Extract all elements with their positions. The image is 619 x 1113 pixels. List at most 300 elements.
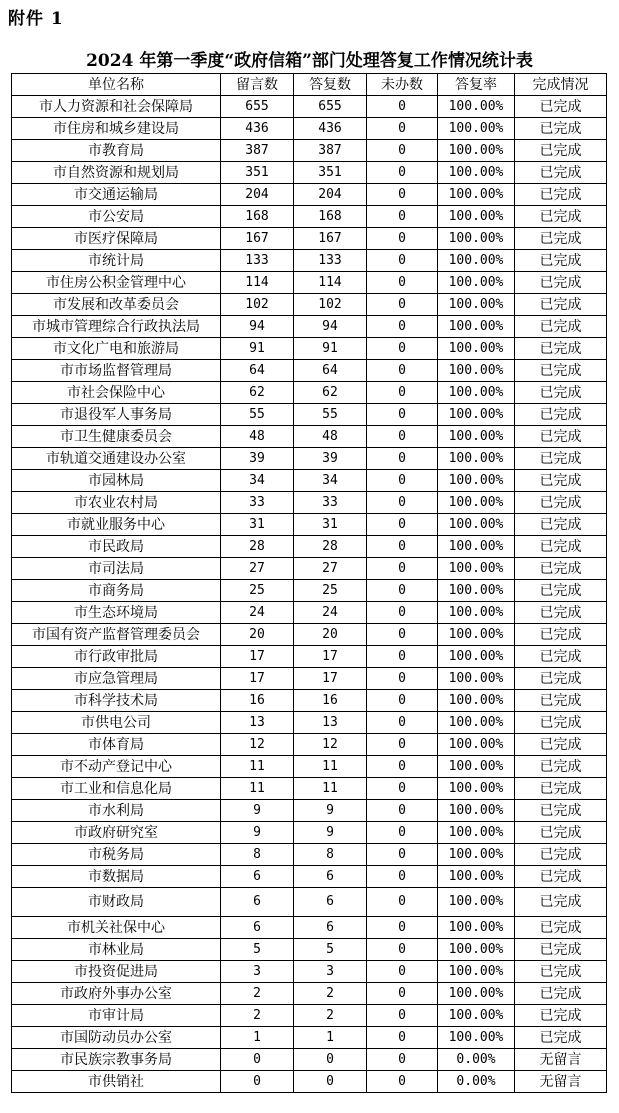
table-row — [12, 228, 607, 250]
messages-cell: 102 — [221, 294, 294, 316]
messages-cell: 39 — [221, 448, 294, 470]
completion-cell: 已完成 — [515, 939, 607, 961]
unit-name-cell: 市应急管理局 — [12, 668, 221, 690]
completion-cell: 已完成 — [515, 514, 607, 536]
pending-cell: 0 — [367, 536, 438, 558]
pending-cell: 0 — [367, 822, 438, 844]
replies-cell: 6 — [294, 866, 367, 888]
attachment-label: 附件 1 — [8, 9, 64, 29]
table-row — [12, 844, 607, 866]
replies-cell: 114 — [294, 272, 367, 294]
header-reply-rate: 答复率 — [438, 74, 515, 96]
pending-cell: 0 — [367, 250, 438, 272]
pending-cell: 0 — [367, 756, 438, 778]
pending-cell: 0 — [367, 360, 438, 382]
table-title: 2024 年第一季度“政府信箱”部门处理答复工作情况统计表 — [86, 51, 533, 71]
header-messages: 留言数 — [221, 74, 294, 96]
pending-cell: 0 — [367, 844, 438, 866]
unit-name-cell: 市财政局 — [12, 888, 221, 917]
reply-rate-cell: 100.00% — [438, 888, 515, 917]
completion-cell: 已完成 — [515, 822, 607, 844]
replies-cell: 64 — [294, 360, 367, 382]
completion-cell: 已完成 — [515, 866, 607, 888]
unit-name-cell: 市不动产登记中心 — [12, 756, 221, 778]
messages-cell: 8 — [221, 844, 294, 866]
table-row — [12, 316, 607, 338]
pending-cell: 0 — [367, 1005, 438, 1027]
unit-name-cell: 市供销社 — [12, 1071, 221, 1093]
messages-cell: 351 — [221, 162, 294, 184]
table-row — [12, 1049, 607, 1071]
reply-rate-cell: 100.00% — [438, 756, 515, 778]
table-row — [12, 668, 607, 690]
reply-rate-cell: 100.00% — [438, 624, 515, 646]
messages-cell: 25 — [221, 580, 294, 602]
pending-cell: 0 — [367, 470, 438, 492]
pending-cell: 0 — [367, 602, 438, 624]
pending-cell: 0 — [367, 228, 438, 250]
reply-rate-cell: 100.00% — [438, 1005, 515, 1027]
completion-cell: 已完成 — [515, 712, 607, 734]
table-row — [12, 118, 607, 140]
replies-cell: 436 — [294, 118, 367, 140]
completion-cell: 已完成 — [515, 983, 607, 1005]
unit-name-cell: 市审计局 — [12, 1005, 221, 1027]
reply-rate-cell: 100.00% — [438, 514, 515, 536]
messages-cell: 20 — [221, 624, 294, 646]
unit-name-cell: 市政府外事办公室 — [12, 983, 221, 1005]
messages-cell: 0 — [221, 1071, 294, 1093]
unit-name-cell: 市人力资源和社会保障局 — [12, 96, 221, 118]
table-row — [12, 514, 607, 536]
messages-cell: 5 — [221, 939, 294, 961]
reply-rate-cell: 100.00% — [438, 668, 515, 690]
replies-cell: 6 — [294, 917, 367, 939]
completion-cell: 已完成 — [515, 558, 607, 580]
pending-cell: 0 — [367, 961, 438, 983]
replies-cell: 33 — [294, 492, 367, 514]
table-row — [12, 712, 607, 734]
reply-rate-cell: 100.00% — [438, 492, 515, 514]
pending-cell: 0 — [367, 492, 438, 514]
messages-cell: 114 — [221, 272, 294, 294]
unit-name-cell: 市司法局 — [12, 558, 221, 580]
completion-cell: 已完成 — [515, 382, 607, 404]
replies-cell: 9 — [294, 822, 367, 844]
completion-cell: 已完成 — [515, 888, 607, 917]
replies-cell: 12 — [294, 734, 367, 756]
replies-cell: 133 — [294, 250, 367, 272]
replies-cell: 11 — [294, 778, 367, 800]
table-row — [12, 140, 607, 162]
completion-cell: 已完成 — [515, 228, 607, 250]
replies-cell: 28 — [294, 536, 367, 558]
table-row — [12, 939, 607, 961]
messages-cell: 6 — [221, 888, 294, 917]
replies-cell: 91 — [294, 338, 367, 360]
replies-cell: 62 — [294, 382, 367, 404]
table-row — [12, 206, 607, 228]
messages-cell: 9 — [221, 822, 294, 844]
completion-cell: 已完成 — [515, 917, 607, 939]
replies-cell: 655 — [294, 96, 367, 118]
reply-rate-cell: 100.00% — [438, 162, 515, 184]
messages-cell: 48 — [221, 426, 294, 448]
reply-rate-cell: 100.00% — [438, 800, 515, 822]
completion-cell: 已完成 — [515, 96, 607, 118]
replies-cell: 17 — [294, 668, 367, 690]
table-row — [12, 1071, 607, 1093]
pending-cell: 0 — [367, 1049, 438, 1071]
replies-cell: 9 — [294, 800, 367, 822]
replies-cell: 351 — [294, 162, 367, 184]
table-row — [12, 448, 607, 470]
replies-cell: 11 — [294, 756, 367, 778]
header-completion: 完成情况 — [515, 74, 607, 96]
reply-rate-cell: 100.00% — [438, 917, 515, 939]
reply-rate-cell: 100.00% — [438, 536, 515, 558]
unit-name-cell: 市住房公积金管理中心 — [12, 272, 221, 294]
messages-cell: 3 — [221, 961, 294, 983]
unit-name-cell: 市投资促进局 — [12, 961, 221, 983]
messages-cell: 28 — [221, 536, 294, 558]
reply-rate-cell: 100.00% — [438, 822, 515, 844]
messages-cell: 1 — [221, 1027, 294, 1049]
reply-rate-cell: 100.00% — [438, 426, 515, 448]
unit-name-cell: 市科学技术局 — [12, 690, 221, 712]
reply-rate-cell: 100.00% — [438, 272, 515, 294]
unit-name-cell: 市林业局 — [12, 939, 221, 961]
messages-cell: 17 — [221, 646, 294, 668]
completion-cell: 已完成 — [515, 580, 607, 602]
reply-rate-cell: 0.00% — [438, 1071, 515, 1093]
reply-rate-cell: 100.00% — [438, 206, 515, 228]
reply-rate-cell: 100.00% — [438, 580, 515, 602]
table-row — [12, 382, 607, 404]
table-row — [12, 756, 607, 778]
pending-cell: 0 — [367, 668, 438, 690]
table-row — [12, 734, 607, 756]
replies-cell: 31 — [294, 514, 367, 536]
reply-rate-cell: 100.00% — [438, 228, 515, 250]
unit-name-cell: 市住房和城乡建设局 — [12, 118, 221, 140]
completion-cell: 已完成 — [515, 602, 607, 624]
completion-cell: 已完成 — [515, 162, 607, 184]
unit-name-cell: 市医疗保障局 — [12, 228, 221, 250]
table-row — [12, 250, 607, 272]
unit-name-cell: 市园林局 — [12, 470, 221, 492]
reply-rate-cell: 100.00% — [438, 316, 515, 338]
table-row — [12, 470, 607, 492]
completion-cell: 已完成 — [515, 448, 607, 470]
unit-name-cell: 市市场监督管理局 — [12, 360, 221, 382]
table-row — [12, 866, 607, 888]
completion-cell: 已完成 — [515, 778, 607, 800]
completion-cell: 无留言 — [515, 1071, 607, 1093]
table-row — [12, 646, 607, 668]
pending-cell: 0 — [367, 272, 438, 294]
table-row — [12, 917, 607, 939]
table-row — [12, 602, 607, 624]
pending-cell: 0 — [367, 939, 438, 961]
pending-cell: 0 — [367, 800, 438, 822]
completion-cell: 已完成 — [515, 250, 607, 272]
messages-cell: 33 — [221, 492, 294, 514]
replies-cell: 168 — [294, 206, 367, 228]
messages-cell: 94 — [221, 316, 294, 338]
unit-name-cell: 市退役军人事务局 — [12, 404, 221, 426]
reply-rate-cell: 100.00% — [438, 250, 515, 272]
completion-cell: 已完成 — [515, 206, 607, 228]
messages-cell: 133 — [221, 250, 294, 272]
unit-name-cell: 市税务局 — [12, 844, 221, 866]
completion-cell: 已完成 — [515, 756, 607, 778]
reply-rate-cell: 100.00% — [438, 360, 515, 382]
reply-rate-cell: 100.00% — [438, 712, 515, 734]
unit-name-cell: 市民政局 — [12, 536, 221, 558]
replies-cell: 55 — [294, 404, 367, 426]
replies-cell: 3 — [294, 961, 367, 983]
table-body — [12, 96, 607, 1093]
pending-cell: 0 — [367, 294, 438, 316]
messages-cell: 2 — [221, 1005, 294, 1027]
table-row — [12, 1027, 607, 1049]
completion-cell: 已完成 — [515, 961, 607, 983]
completion-cell: 已完成 — [515, 492, 607, 514]
reply-rate-cell: 100.00% — [438, 404, 515, 426]
reply-rate-cell: 100.00% — [438, 118, 515, 140]
unit-name-cell: 市农业农村局 — [12, 492, 221, 514]
unit-name-cell: 市自然资源和规划局 — [12, 162, 221, 184]
unit-name-cell: 市公安局 — [12, 206, 221, 228]
messages-cell: 12 — [221, 734, 294, 756]
table-row — [12, 888, 607, 917]
messages-cell: 387 — [221, 140, 294, 162]
messages-cell: 6 — [221, 917, 294, 939]
replies-cell: 204 — [294, 184, 367, 206]
messages-cell: 11 — [221, 778, 294, 800]
unit-name-cell: 市商务局 — [12, 580, 221, 602]
table-row — [12, 1005, 607, 1027]
table-row — [12, 822, 607, 844]
table-row — [12, 338, 607, 360]
replies-cell: 102 — [294, 294, 367, 316]
replies-cell: 39 — [294, 448, 367, 470]
messages-cell: 55 — [221, 404, 294, 426]
replies-cell: 16 — [294, 690, 367, 712]
pending-cell: 0 — [367, 338, 438, 360]
pending-cell: 0 — [367, 580, 438, 602]
pending-cell: 0 — [367, 1027, 438, 1049]
pending-cell: 0 — [367, 690, 438, 712]
completion-cell: 无留言 — [515, 1049, 607, 1071]
unit-name-cell: 市工业和信息化局 — [12, 778, 221, 800]
completion-cell: 已完成 — [515, 690, 607, 712]
pending-cell: 0 — [367, 624, 438, 646]
completion-cell: 已完成 — [515, 404, 607, 426]
messages-cell: 17 — [221, 668, 294, 690]
reply-rate-cell: 100.00% — [438, 470, 515, 492]
completion-cell: 已完成 — [515, 734, 607, 756]
replies-cell: 387 — [294, 140, 367, 162]
replies-cell: 24 — [294, 602, 367, 624]
completion-cell: 已完成 — [515, 470, 607, 492]
completion-cell: 已完成 — [515, 646, 607, 668]
reply-rate-cell: 100.00% — [438, 844, 515, 866]
table-row — [12, 184, 607, 206]
completion-cell: 已完成 — [515, 624, 607, 646]
messages-cell: 168 — [221, 206, 294, 228]
pending-cell: 0 — [367, 316, 438, 338]
messages-cell: 436 — [221, 118, 294, 140]
replies-cell: 2 — [294, 983, 367, 1005]
completion-cell: 已完成 — [515, 1027, 607, 1049]
messages-cell: 64 — [221, 360, 294, 382]
pending-cell: 0 — [367, 184, 438, 206]
table-row — [12, 294, 607, 316]
pending-cell: 0 — [367, 140, 438, 162]
table-row — [12, 360, 607, 382]
reply-rate-cell: 100.00% — [438, 338, 515, 360]
unit-name-cell: 市供电公司 — [12, 712, 221, 734]
reply-rate-cell: 100.00% — [438, 983, 515, 1005]
completion-cell: 已完成 — [515, 316, 607, 338]
pending-cell: 0 — [367, 96, 438, 118]
unit-name-cell: 市生态环境局 — [12, 602, 221, 624]
unit-name-cell: 市国有资产监督管理委员会 — [12, 624, 221, 646]
completion-cell: 已完成 — [515, 338, 607, 360]
reply-rate-cell: 100.00% — [438, 939, 515, 961]
replies-cell: 34 — [294, 470, 367, 492]
replies-cell: 5 — [294, 939, 367, 961]
messages-cell: 9 — [221, 800, 294, 822]
reply-rate-cell: 100.00% — [438, 778, 515, 800]
replies-cell: 2 — [294, 1005, 367, 1027]
table-row — [12, 536, 607, 558]
replies-cell: 8 — [294, 844, 367, 866]
messages-cell: 0 — [221, 1049, 294, 1071]
reply-rate-cell: 100.00% — [438, 382, 515, 404]
pending-cell: 0 — [367, 888, 438, 917]
unit-name-cell: 市教育局 — [12, 140, 221, 162]
completion-cell: 已完成 — [515, 140, 607, 162]
table-row — [12, 983, 607, 1005]
replies-cell: 6 — [294, 888, 367, 917]
pending-cell: 0 — [367, 382, 438, 404]
header-row — [12, 74, 607, 96]
table-row — [12, 800, 607, 822]
table-row — [12, 162, 607, 184]
reply-rate-cell: 100.00% — [438, 96, 515, 118]
messages-cell: 6 — [221, 866, 294, 888]
messages-cell: 27 — [221, 558, 294, 580]
reply-rate-cell: 0.00% — [438, 1049, 515, 1071]
reply-rate-cell: 100.00% — [438, 866, 515, 888]
reply-rate-cell: 100.00% — [438, 734, 515, 756]
messages-cell: 2 — [221, 983, 294, 1005]
replies-cell: 48 — [294, 426, 367, 448]
unit-name-cell: 市政府研究室 — [12, 822, 221, 844]
replies-cell: 0 — [294, 1071, 367, 1093]
unit-name-cell: 市水利局 — [12, 800, 221, 822]
replies-cell: 0 — [294, 1049, 367, 1071]
pending-cell: 0 — [367, 558, 438, 580]
unit-name-cell: 市社会保险中心 — [12, 382, 221, 404]
completion-cell: 已完成 — [515, 668, 607, 690]
messages-cell: 24 — [221, 602, 294, 624]
unit-name-cell: 市民族宗教事务局 — [12, 1049, 221, 1071]
unit-name-cell: 市卫生健康委员会 — [12, 426, 221, 448]
table-row — [12, 580, 607, 602]
reply-rate-cell: 100.00% — [438, 448, 515, 470]
messages-cell: 31 — [221, 514, 294, 536]
table-row — [12, 272, 607, 294]
pending-cell: 0 — [367, 917, 438, 939]
unit-name-cell: 市行政审批局 — [12, 646, 221, 668]
pending-cell: 0 — [367, 206, 438, 228]
header-unit-name: 单位名称 — [12, 74, 221, 96]
reply-rate-cell: 100.00% — [438, 1027, 515, 1049]
table-row — [12, 624, 607, 646]
reply-rate-cell: 100.00% — [438, 184, 515, 206]
pending-cell: 0 — [367, 866, 438, 888]
messages-cell: 655 — [221, 96, 294, 118]
table-row — [12, 404, 607, 426]
header-pending: 未办数 — [367, 74, 438, 96]
pending-cell: 0 — [367, 734, 438, 756]
reply-rate-cell: 100.00% — [438, 140, 515, 162]
table-row — [12, 492, 607, 514]
unit-name-cell: 市就业服务中心 — [12, 514, 221, 536]
unit-name-cell: 市发展和改革委员会 — [12, 294, 221, 316]
unit-name-cell: 市轨道交通建设办公室 — [12, 448, 221, 470]
unit-name-cell: 市机关社保中心 — [12, 917, 221, 939]
completion-cell: 已完成 — [515, 1005, 607, 1027]
replies-cell: 20 — [294, 624, 367, 646]
unit-name-cell: 市体育局 — [12, 734, 221, 756]
replies-cell: 17 — [294, 646, 367, 668]
messages-cell: 34 — [221, 470, 294, 492]
messages-cell: 167 — [221, 228, 294, 250]
table-row — [12, 690, 607, 712]
replies-cell: 13 — [294, 712, 367, 734]
messages-cell: 11 — [221, 756, 294, 778]
completion-cell: 已完成 — [515, 800, 607, 822]
unit-name-cell: 市文化广电和旅游局 — [12, 338, 221, 360]
replies-cell: 27 — [294, 558, 367, 580]
table-row — [12, 778, 607, 800]
unit-name-cell: 市国防动员办公室 — [12, 1027, 221, 1049]
table-row — [12, 558, 607, 580]
table-row — [12, 96, 607, 118]
completion-cell: 已完成 — [515, 272, 607, 294]
completion-cell: 已完成 — [515, 294, 607, 316]
statistics-table — [11, 73, 607, 1093]
completion-cell: 已完成 — [515, 360, 607, 382]
unit-name-cell: 市城市管理综合行政执法局 — [12, 316, 221, 338]
reply-rate-cell: 100.00% — [438, 646, 515, 668]
replies-cell: 25 — [294, 580, 367, 602]
unit-name-cell: 市交通运输局 — [12, 184, 221, 206]
table-row — [12, 426, 607, 448]
messages-cell: 91 — [221, 338, 294, 360]
pending-cell: 0 — [367, 448, 438, 470]
reply-rate-cell: 100.00% — [438, 690, 515, 712]
messages-cell: 204 — [221, 184, 294, 206]
replies-cell: 167 — [294, 228, 367, 250]
header-replies: 答复数 — [294, 74, 367, 96]
pending-cell: 0 — [367, 426, 438, 448]
